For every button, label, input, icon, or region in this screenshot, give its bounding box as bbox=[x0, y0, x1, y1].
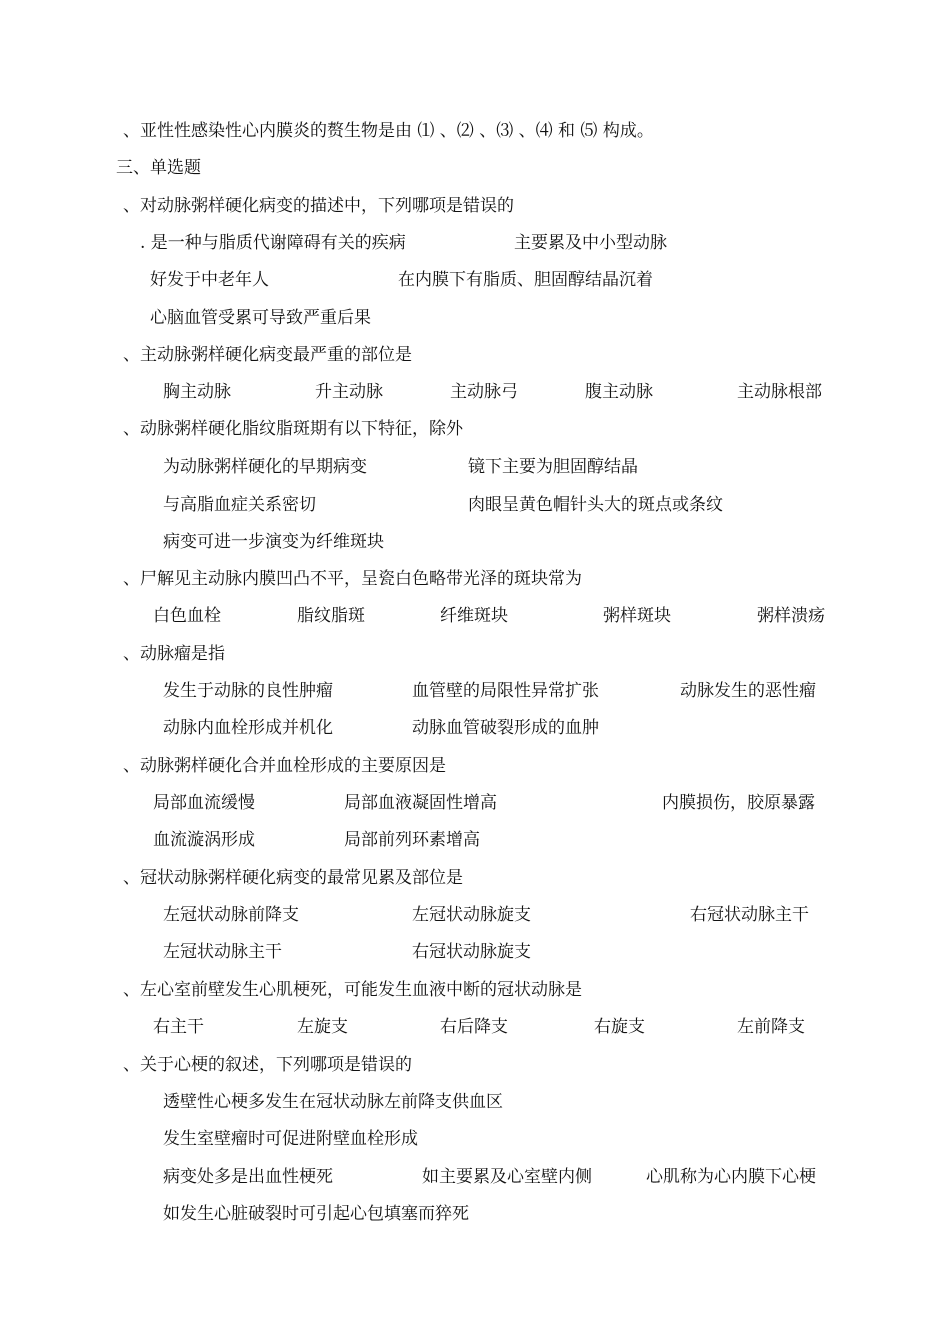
question-stem: 、左心室前壁发生心肌梗死，可能发生血液中断的冠状动脉是 bbox=[123, 980, 582, 1000]
option: 左冠状动脉主干 bbox=[163, 942, 282, 962]
option: 病变可进一步演变为纤维斑块 bbox=[163, 532, 384, 552]
option: 左旋支 bbox=[297, 1017, 348, 1037]
option: 右旋支 bbox=[594, 1017, 645, 1037]
question-stem: 、主动脉粥样硬化病变最严重的部位是 bbox=[123, 345, 412, 365]
option-row bbox=[0, 713, 950, 743]
option: 右冠状动脉主干 bbox=[690, 905, 809, 925]
option: 胸主动脉 bbox=[163, 382, 231, 402]
option: 肉眼呈黄色帽针头大的斑点或条纹 bbox=[468, 495, 723, 515]
option: 局部血液凝固性增高 bbox=[344, 793, 497, 813]
option-row bbox=[0, 303, 950, 333]
option-row bbox=[0, 265, 950, 295]
option: 右冠状动脉旋支 bbox=[412, 942, 531, 962]
option: 局部血流缓慢 bbox=[153, 793, 255, 813]
option: 病变处多是出血性梗死 bbox=[163, 1167, 333, 1187]
option: 镜下主要为胆固醇结晶 bbox=[468, 457, 638, 477]
option: 右主干 bbox=[153, 1017, 204, 1037]
option-row bbox=[0, 788, 950, 818]
question-stem: 、冠状动脉粥样硬化病变的最常见累及部位是 bbox=[123, 868, 463, 888]
option-row bbox=[0, 452, 950, 482]
option: 与高脂血症关系密切 bbox=[163, 495, 316, 515]
option-row bbox=[0, 1199, 950, 1229]
option: 好发于中老年人 bbox=[150, 270, 269, 290]
option: 血管壁的局限性异常扩张 bbox=[412, 681, 599, 701]
option: 升主动脉 bbox=[315, 382, 383, 402]
option: 如主要累及心室壁内侧 bbox=[422, 1167, 592, 1187]
option: 粥样溃疡 bbox=[757, 606, 825, 626]
question-stem: 、动脉粥样硬化脂纹脂斑期有以下特征，除外 bbox=[123, 419, 463, 439]
option: 粥样斑块 bbox=[603, 606, 671, 626]
option: 主动脉根部 bbox=[737, 382, 822, 402]
option: 发生室壁瘤时可促进附壁血栓形成 bbox=[163, 1129, 418, 1149]
option: 心脑血管受累可导致严重后果 bbox=[150, 308, 371, 328]
option-row bbox=[0, 1162, 950, 1192]
option: 主动脉弓 bbox=[450, 382, 518, 402]
question-stem: 、动脉瘤是指 bbox=[123, 644, 225, 664]
option-row bbox=[0, 900, 950, 930]
option: 脂纹脂斑 bbox=[297, 606, 365, 626]
option: 内膜损伤，胶原暴露 bbox=[662, 793, 815, 813]
question-stem: 、对动脉粥样硬化病变的描述中，下列哪项是错误的 bbox=[123, 196, 514, 216]
option-row bbox=[0, 1012, 950, 1042]
section-title: 三、单选题 bbox=[116, 158, 201, 178]
option: 左前降支 bbox=[737, 1017, 805, 1037]
option-row bbox=[0, 601, 950, 631]
option-row bbox=[0, 1087, 950, 1117]
option-row bbox=[0, 825, 950, 855]
question-stem: 、关于心梗的叙述，下列哪项是错误的 bbox=[123, 1055, 412, 1075]
question-stem: 、尸解见主动脉内膜凹凸不平，呈瓷白色略带光泽的斑块常为 bbox=[123, 569, 582, 589]
option: 右后降支 bbox=[440, 1017, 508, 1037]
option: 左冠状动脉旋支 bbox=[412, 905, 531, 925]
option: 透壁性心梗多发生在冠状动脉左前降支供血区 bbox=[163, 1092, 503, 1112]
option: 心肌称为心内膜下心梗 bbox=[646, 1167, 816, 1187]
option: 左冠状动脉前降支 bbox=[163, 905, 299, 925]
option-row bbox=[0, 377, 950, 407]
option-row bbox=[0, 937, 950, 967]
option: 血流漩涡形成 bbox=[153, 830, 255, 850]
option: . 是一种与脂质代谢障碍有关的疾病 bbox=[140, 233, 406, 253]
question-stem: 、动脉粥样硬化合并血栓形成的主要原因是 bbox=[123, 756, 446, 776]
intro-line: 、亚性性感染性心内膜炎的赘生物是由 ⑴ 、⑵ 、⑶ 、⑷ 和 ⑸ 构成。 bbox=[123, 121, 654, 141]
option-row bbox=[0, 1124, 950, 1154]
option-row bbox=[0, 490, 950, 520]
option: 动脉发生的恶性瘤 bbox=[680, 681, 816, 701]
option-row bbox=[0, 676, 950, 706]
option: 动脉血管破裂形成的血肿 bbox=[412, 718, 599, 738]
option: 动脉内血栓形成并机化 bbox=[163, 718, 333, 738]
option-row bbox=[0, 527, 950, 557]
option: 局部前列环素增高 bbox=[344, 830, 480, 850]
option: 主要累及中小型动脉 bbox=[514, 233, 667, 253]
option: 发生于动脉的良性肿瘤 bbox=[163, 681, 333, 701]
option: 为动脉粥样硬化的早期病变 bbox=[163, 457, 367, 477]
option: 腹主动脉 bbox=[585, 382, 653, 402]
option: 纤维斑块 bbox=[440, 606, 508, 626]
option: 在内膜下有脂质、胆固醇结晶沉着 bbox=[398, 270, 653, 290]
option: 如发生心脏破裂时可引起心包填塞而猝死 bbox=[163, 1204, 469, 1224]
option-row bbox=[0, 228, 950, 258]
option: 白色血栓 bbox=[153, 606, 221, 626]
